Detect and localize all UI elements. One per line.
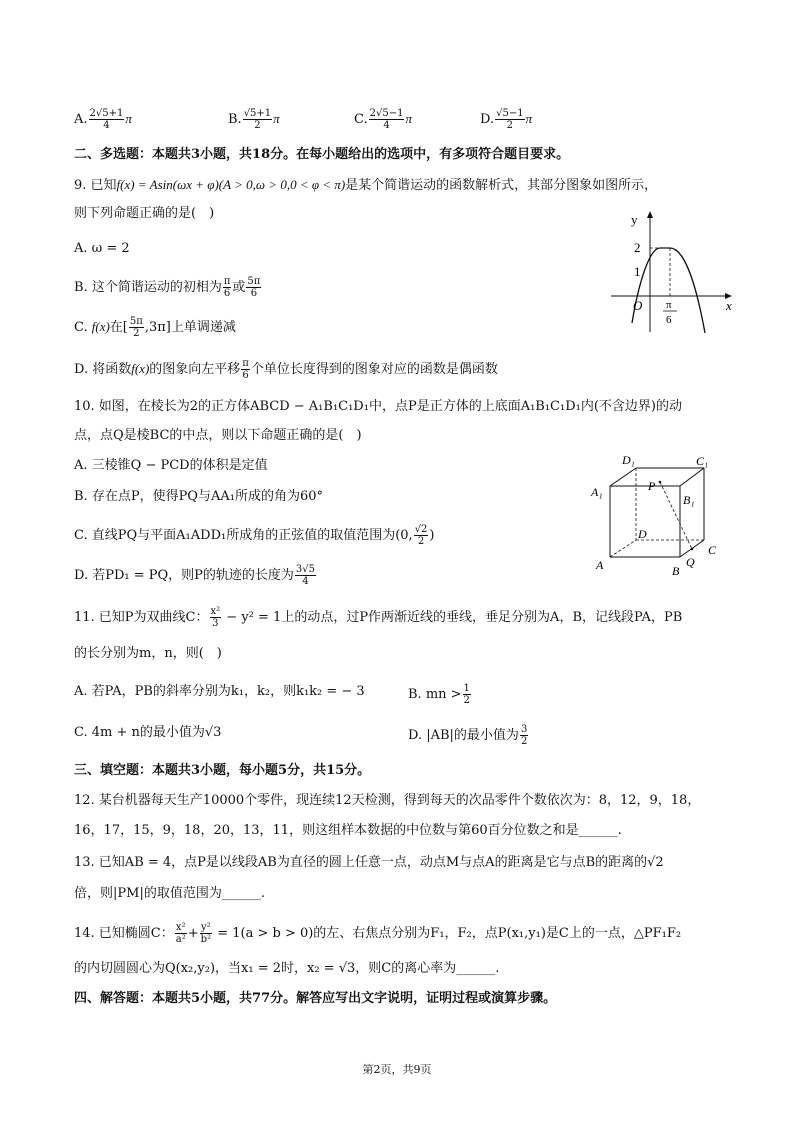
graph-x-label: x [726,298,732,313]
point-q-dot [691,548,694,551]
q9-stem-line1: 9. 已知f(x) = Asin(ωx + φ)(A > 0,ω > 0,0 < φ < π)是某个简谐运动的函数解析式，其部分图象如图所示， [74,177,658,193]
graph-pi-den: 6 [666,314,672,326]
q11-option-d: D. |AB|的最小值为 $\frac{3}{2}$ [408,724,528,747]
label-p: P [648,479,656,493]
q8-option-b: B. $\frac{√5+1}{2}$ π [228,108,280,131]
q9-option-a: A. ω = 2 [74,241,130,256]
q14-line1: 14. 已知椭圆C： $\frac{\text{x²}}{\text{a²}}$ + $\frac{\text{y²}}{\text{b²}}$ = 1(a > b > 0)的左、右焦点分别为F₁，F₂，点P(x₁,y₁)是C上的一点，△PF₁F₂ [74,922,682,945]
section-3-heading: 三、填空题：本题共3小题，每小题5分，共15分。 [74,763,371,778]
graph-y-label: y [631,212,638,227]
label-c: C [708,543,717,557]
point-p-dot [659,481,662,484]
q12-line1: 12. 某台机器每天生产10000个零件，现连续12天检测，得到每天的次品零件个数依次为：8，12，9，18， [74,793,701,808]
section-4-heading: 四、解答题：本题共5小题，共77分。解答应写出文字说明，证明过程或演算步骤。 [74,991,557,1006]
q14-line2: 的内切圆圆心为Q(x₂,y₂)，当x₁ = 2时，x₂ = √3，则C的离心率为______. [74,961,500,976]
label-b: B [672,564,680,578]
graph-tick-1: 1 [634,264,641,279]
label-a1: A₁ [591,485,603,499]
q8-option-d: D. $\frac{√5-1}{2}$ π [480,108,533,131]
label-b1: B₁ [683,493,695,507]
q11-option-a: A. 若PA，PB的斜率分别为k₁，k₂，则k₁k₂ = − 3 [74,684,365,699]
q10-option-b: B. 存在点P，使得PQ与AA₁所成的角为60° [74,489,323,504]
q9-sine-graph [605,208,735,336]
q10-option-c: C. 直线PQ与平面A₁ADD₁所成角的正弦值的取值范围为(0, $\frac{√2}{2}$ ) [74,524,435,547]
label-d: D [638,527,647,541]
label-a: A [596,558,604,572]
q10-option-d: D. 若PD₁ = PQ，则P的轨迹的长度为 $\frac{3√5}{4}$ [74,564,316,587]
page-footer: 第2页，共9页 [362,1063,432,1076]
q13-line1: 13. 已知AB = 4，点P是以线段AB为直径的圆上任意一点，动点M与点A的距离是它与点B的距离的√2 [74,855,664,870]
q12-line2: 16，17，15，9，18，20，13，11，则这组样本数据的中位数与第60百分位数之和是______. [74,823,622,838]
q10-cube-figure [588,454,728,584]
graph-tick-2: 2 [634,240,641,255]
q10-stem-line1: 10. 如图，在棱长为2的正方体ABCD − A₁B₁C₁D₁中，点P是正方体的上底面A₁B₁C₁D₁内(不含边界)的动 [74,399,682,414]
label-d1: D₁ [622,454,635,467]
q9-option-b: B. 这个简谐运动的初相为 $\frac{\pi}{6}$ 或 $\frac{5\pi}{6}$ [74,276,261,299]
label-c1: C₁ [696,454,709,468]
q11-stem-line1: 11. 已知P为双曲线C： $\frac{\text{x²}}{3}$ − y² = 1上的动点，过P作两渐近线的垂线，垂足分别为A，B，记线段PA，PB [74,606,683,629]
graph-origin-label: O [633,298,643,313]
q11-option-b: B. mn > $\frac{1}{2}$ [408,683,470,706]
label-q: Q [686,555,695,569]
q9-option-d: D. 将函数f(x)的图象向左平移 $\frac{\pi}{6}$ 个单位长度得到的图象对应的函数是偶函数 [74,358,498,381]
graph-pi-num: π [666,299,672,311]
q10-option-a: A. 三棱锥Q − PCD的体积是定值 [74,458,268,473]
q9-option-c: C. f(x)在[ $\frac{5\pi}{2}$ ,3π]上单调递减 [74,316,236,339]
y-axis-arrow-icon [647,211,653,218]
q8-option-a: A. $\frac{2√5+1}{4}$ π [74,108,132,131]
q11-stem-line2: 的长分别为m，n，则( ) [74,646,222,661]
q10-stem-line2: 点，点Q是棱BC的中点，则以下命题正确的是( ) [74,428,362,443]
q9-stem-line2: 则下列命题正确的是( ) [74,206,215,221]
q11-option-c: C. 4m + n的最小值为√3 [74,725,222,740]
section-2-heading: 二、多选题：本题共3小题，共18分。在每小题给出的选项中，有多项符合题目要求。 [74,147,570,162]
q8-option-c: C. $\frac{2√5-1}{4}$ π [354,108,412,131]
q13-line2: 倍，则|PM|的取值范围为______. [74,886,265,901]
